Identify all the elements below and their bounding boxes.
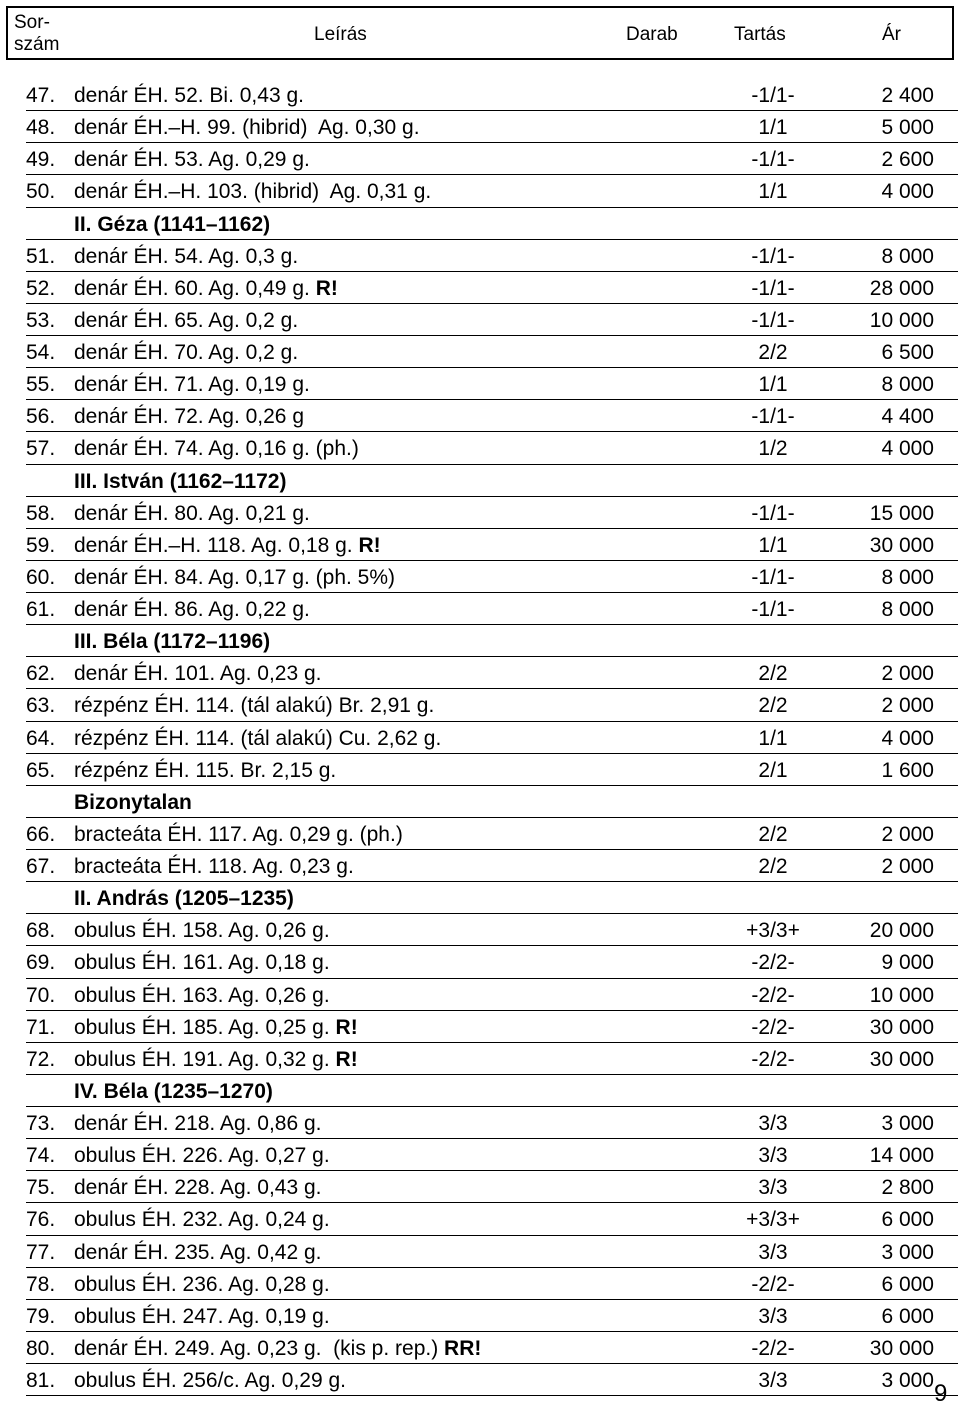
item-description-text: bracteáta ÉH. 118. Ag. 0,23 g.	[74, 855, 354, 878]
item-grade: 3/3	[758, 1112, 788, 1135]
item-number: 61.	[26, 598, 56, 621]
table-row	[26, 1043, 958, 1075]
item-price: 2 000	[881, 662, 934, 686]
item-description	[74, 850, 354, 883]
header-ar: Ár	[882, 24, 901, 45]
item-description-text: denár ÉH. 74. Ag. 0,16 g. (ph.)	[74, 437, 359, 461]
item-price: 8 000	[881, 598, 934, 621]
item-description	[74, 754, 336, 787]
item-number: 68.	[26, 919, 56, 943]
item-price: 4 000	[881, 726, 934, 750]
item-description	[74, 1171, 322, 1204]
rarity-mark: RR!	[444, 1336, 482, 1360]
item-description	[74, 368, 310, 401]
table-row	[26, 111, 958, 143]
table-header	[6, 6, 954, 60]
section-title: III. Béla (1172–1196)	[74, 630, 271, 654]
table-row	[26, 914, 958, 946]
table-row	[26, 79, 958, 111]
item-price: 15 000	[869, 501, 934, 525]
item-description-text: denár ÉH. 249. Ag. 0,23 g. (kis p. rep.)	[74, 1336, 439, 1360]
table-row	[26, 336, 958, 368]
table-row	[26, 722, 958, 754]
table-row	[26, 1300, 958, 1332]
item-number: 77.	[26, 1240, 56, 1264]
header-sorszam: Sor- szám	[14, 12, 60, 55]
section-title: III. István (1162–1172)	[74, 469, 287, 493]
item-description-text: obulus ÉH. 163. Ag. 0,26 g.	[74, 983, 330, 1007]
item-description-text: denár ÉH. 86. Ag. 0,22 g.	[74, 598, 310, 621]
table-row	[26, 1011, 958, 1043]
item-description	[74, 1268, 330, 1301]
item-price: 30 000	[869, 1015, 934, 1039]
item-grade: 2/2	[758, 855, 788, 878]
item-description	[74, 657, 322, 690]
item-description	[74, 336, 298, 369]
item-price: 6 500	[881, 341, 934, 364]
item-number: 59.	[26, 533, 56, 557]
item-description-text: denár ÉH. 84. Ag. 0,17 g. (ph. 5%)	[74, 565, 396, 589]
item-grade: 3/3	[758, 1304, 788, 1328]
item-description	[74, 79, 304, 112]
item-grade: -2/2-	[751, 1047, 795, 1071]
item-grade: 2/2	[758, 694, 788, 718]
table-row	[26, 143, 958, 175]
item-grade: -2/2-	[751, 983, 795, 1007]
item-number: 53.	[26, 308, 56, 332]
item-description-text: denár ÉH. 235. Ag. 0,42 g.	[74, 1240, 322, 1264]
item-description	[74, 1300, 330, 1333]
item-price: 3 000	[881, 1240, 934, 1264]
table-row	[26, 754, 958, 786]
table-row	[26, 1364, 958, 1396]
item-description-text: denár ÉH. 60. Ag. 0,49 g.	[74, 276, 310, 300]
item-price: 30 000	[869, 533, 934, 557]
item-grade: 2/2	[758, 662, 788, 686]
item-number: 73.	[26, 1112, 56, 1135]
item-price: 6 000	[881, 1208, 934, 1232]
item-number: 67.	[26, 855, 56, 878]
item-price: 30 000	[869, 1336, 934, 1360]
item-description-text: obulus ÉH. 226. Ag. 0,27 g.	[74, 1144, 330, 1168]
table-row	[26, 175, 958, 207]
item-number: 62.	[26, 662, 56, 686]
item-description	[74, 914, 330, 947]
table-row	[26, 561, 958, 593]
item-grade: 3/3	[758, 1240, 788, 1264]
item-description	[74, 1332, 481, 1365]
item-description-text: rézpénz ÉH. 114. (tál alakú) Cu. 2,62 g.	[74, 726, 442, 750]
item-number: 51.	[26, 244, 56, 268]
item-price: 1 600	[881, 758, 934, 782]
header-leiras: Leírás	[314, 24, 367, 45]
rarity-mark: R!	[315, 276, 338, 300]
item-description	[74, 304, 298, 337]
item-description	[74, 432, 359, 465]
item-description	[74, 1236, 322, 1269]
item-grade: -1/1-	[751, 148, 795, 172]
item-description	[74, 111, 420, 144]
item-description	[74, 722, 441, 755]
section-heading-row	[26, 1075, 958, 1107]
rarity-mark: R!	[335, 1015, 358, 1039]
item-description-text: denár ÉH. 80. Ag. 0,21 g.	[74, 501, 310, 525]
item-description	[74, 497, 310, 530]
item-number: 70.	[26, 983, 56, 1007]
item-number: 78.	[26, 1272, 56, 1296]
item-description-text: obulus ÉH. 236. Ag. 0,28 g.	[74, 1272, 330, 1296]
item-number: 57.	[26, 437, 56, 461]
table-row	[26, 272, 958, 304]
table-row	[26, 818, 958, 850]
item-description	[74, 529, 381, 562]
item-number: 71.	[26, 1015, 56, 1039]
table-row	[26, 304, 958, 336]
item-description-text: denár ÉH. 218. Ag. 0,86 g.	[74, 1112, 322, 1135]
item-description-text: denár ÉH. 71. Ag. 0,19 g.	[74, 373, 310, 397]
table-row	[26, 979, 958, 1011]
item-price: 2 600	[881, 148, 934, 172]
item-grade: 2/1	[758, 758, 788, 782]
item-number: 63.	[26, 694, 56, 718]
item-grade: 3/3	[758, 1144, 788, 1168]
item-description	[74, 1107, 322, 1140]
table-row	[26, 240, 958, 272]
item-price: 3 000	[881, 1112, 934, 1135]
table-row	[26, 368, 958, 400]
item-number: 60.	[26, 565, 56, 589]
page-number: 9	[934, 1380, 948, 1407]
item-description	[74, 175, 431, 208]
item-grade: 1/1	[758, 726, 788, 750]
item-description	[74, 689, 434, 722]
item-description	[74, 143, 310, 176]
item-price: 14 000	[869, 1144, 934, 1168]
item-description-text: obulus ÉH. 158. Ag. 0,26 g.	[74, 919, 330, 943]
item-grade: -1/1-	[751, 308, 795, 332]
item-price: 8 000	[881, 373, 934, 397]
item-grade: -2/2-	[751, 951, 795, 975]
table-row	[26, 689, 958, 721]
item-description-text: denár ÉH. 228. Ag. 0,43 g.	[74, 1176, 322, 1200]
item-price: 10 000	[869, 983, 934, 1007]
header-darab: Darab	[626, 24, 678, 45]
item-grade: -1/1-	[751, 276, 795, 300]
item-number: 55.	[26, 373, 56, 397]
item-price: 8 000	[881, 244, 934, 268]
table-row	[26, 1332, 958, 1364]
item-grade: -2/2-	[751, 1272, 795, 1296]
item-price: 2 400	[881, 84, 934, 107]
table-row	[26, 497, 958, 529]
item-price: 8 000	[881, 565, 934, 589]
table-row	[26, 946, 958, 978]
table-row	[26, 400, 958, 432]
item-grade: -2/2-	[751, 1336, 795, 1360]
item-description-text: denár ÉH.–H. 103. (hibrid) Ag. 0,31 g.	[74, 180, 432, 204]
item-description-text: obulus ÉH. 232. Ag. 0,24 g.	[74, 1208, 330, 1232]
item-description-text: rézpénz ÉH. 115. Br. 2,15 g.	[74, 758, 337, 782]
item-number: 74.	[26, 1144, 56, 1168]
section-title: Bizonytalan	[74, 790, 192, 814]
item-price: 28 000	[869, 276, 934, 300]
item-description-text: obulus ÉH. 185. Ag. 0,25 g.	[74, 1015, 330, 1039]
item-description-text: obulus ÉH. 161. Ag. 0,18 g.	[74, 951, 330, 975]
item-description-text: rézpénz ÉH. 114. (tál alakú) Br. 2,91 g.	[74, 694, 435, 718]
table-row	[26, 850, 958, 882]
item-grade: +3/3+	[746, 1208, 800, 1232]
item-number: 48.	[26, 116, 56, 140]
item-description	[74, 1043, 358, 1076]
item-price: 10 000	[869, 308, 934, 332]
item-description-text: denár ÉH.–H. 99. (hibrid) Ag. 0,30 g.	[74, 116, 420, 140]
item-grade: +3/3+	[746, 919, 800, 943]
item-description-text: denár ÉH.–H. 118. Ag. 0,18 g.	[74, 533, 353, 557]
item-description	[74, 1011, 358, 1044]
item-description	[74, 400, 304, 433]
section-heading-row	[26, 625, 958, 657]
rarity-mark: R!	[335, 1047, 358, 1071]
item-price: 4 400	[881, 405, 934, 429]
item-description	[74, 272, 338, 305]
item-price: 9 000	[881, 951, 934, 975]
item-price: 30 000	[869, 1047, 934, 1071]
item-description-text: denár ÉH. 72. Ag. 0,26 g	[74, 405, 304, 429]
header-tartas: Tartás	[734, 24, 786, 45]
table-row	[26, 1236, 958, 1268]
item-description	[74, 946, 330, 979]
item-price: 2 000	[881, 694, 934, 718]
item-price: 6 000	[881, 1304, 934, 1328]
item-grade: 1/1	[758, 373, 788, 397]
catalog-list	[26, 79, 958, 1396]
table-row	[26, 529, 958, 561]
item-description	[74, 561, 395, 594]
item-grade: -1/1-	[751, 501, 795, 525]
item-number: 76.	[26, 1208, 56, 1232]
item-number: 80.	[26, 1336, 56, 1360]
item-price: 5 000	[881, 116, 934, 140]
item-grade: 1/1	[758, 533, 788, 557]
item-number: 79.	[26, 1304, 56, 1328]
item-grade: -1/1-	[751, 598, 795, 621]
item-number: 52.	[26, 276, 56, 300]
item-description-text: denár ÉH. 52. Bi. 0,43 g.	[74, 84, 304, 107]
item-price: 4 000	[881, 437, 934, 461]
item-number: 65.	[26, 758, 56, 782]
table-row	[26, 593, 958, 625]
table-row	[26, 1268, 958, 1300]
item-grade: 1/2	[758, 437, 788, 461]
table-row	[26, 1107, 958, 1139]
rarity-mark: R!	[358, 533, 381, 557]
item-description-text: denár ÉH. 53. Ag. 0,29 g.	[74, 148, 310, 172]
item-grade: 2/2	[758, 341, 788, 364]
table-row	[26, 1203, 958, 1235]
section-title: IV. Béla (1235–1270)	[74, 1079, 273, 1103]
item-number: 58.	[26, 501, 56, 525]
item-grade: -2/2-	[751, 1015, 795, 1039]
item-grade: -1/1-	[751, 84, 795, 107]
item-description	[74, 1139, 330, 1172]
section-title: II. Géza (1141–1162)	[74, 212, 271, 236]
section-heading-row	[26, 208, 958, 240]
item-description-text: denár ÉH. 54. Ag. 0,3 g.	[74, 244, 299, 268]
item-number: 47.	[26, 84, 56, 107]
item-description	[74, 818, 403, 851]
item-price: 20 000	[869, 919, 934, 943]
item-description	[74, 1203, 330, 1236]
section-heading-row	[26, 465, 958, 497]
item-description	[74, 593, 310, 626]
section-heading-row	[26, 786, 958, 818]
item-description-text: obulus ÉH. 247. Ag. 0,19 g.	[74, 1304, 330, 1328]
item-description	[74, 1364, 346, 1397]
item-grade: 3/3	[758, 1369, 788, 1392]
item-description-text: denár ÉH. 101. Ag. 0,23 g.	[74, 662, 322, 686]
item-price: 4 000	[881, 180, 934, 204]
item-number: 66.	[26, 822, 56, 846]
section-heading-row	[26, 882, 958, 914]
table-row	[26, 1171, 958, 1203]
table-row	[26, 657, 958, 689]
item-description-text: denár ÉH. 70. Ag. 0,2 g.	[74, 341, 299, 364]
item-description	[74, 979, 330, 1012]
item-number: 81.	[26, 1369, 56, 1392]
item-number: 49.	[26, 148, 56, 172]
item-grade: 1/1	[758, 180, 788, 204]
item-grade: 2/2	[758, 822, 788, 846]
item-grade: -1/1-	[751, 244, 795, 268]
item-price: 2 800	[881, 1176, 934, 1200]
table-row	[26, 432, 958, 464]
table-row	[26, 1139, 958, 1171]
item-number: 72.	[26, 1047, 56, 1071]
item-grade: -1/1-	[751, 405, 795, 429]
section-title: II. András (1205–1235)	[74, 887, 294, 911]
item-number: 56.	[26, 405, 56, 429]
item-description-text: obulus ÉH. 191. Ag. 0,32 g.	[74, 1047, 330, 1071]
item-price: 3 000	[881, 1369, 934, 1392]
item-grade: 3/3	[758, 1176, 788, 1200]
item-price: 6 000	[881, 1272, 934, 1296]
item-price: 2 000	[881, 855, 934, 878]
item-number: 64.	[26, 726, 56, 750]
item-grade: -1/1-	[751, 565, 795, 589]
item-number: 54.	[26, 341, 56, 364]
item-number: 75.	[26, 1176, 56, 1200]
item-description-text: obulus ÉH. 256/c. Ag. 0,29 g.	[74, 1369, 347, 1392]
item-number: 50.	[26, 180, 56, 204]
item-number: 69.	[26, 951, 56, 975]
item-description-text: denár ÉH. 65. Ag. 0,2 g.	[74, 308, 299, 332]
item-description-text: bracteáta ÉH. 117. Ag. 0,29 g. (ph.)	[74, 822, 403, 846]
item-price: 2 000	[881, 822, 934, 846]
item-description	[74, 240, 298, 273]
item-grade: 1/1	[758, 116, 788, 140]
